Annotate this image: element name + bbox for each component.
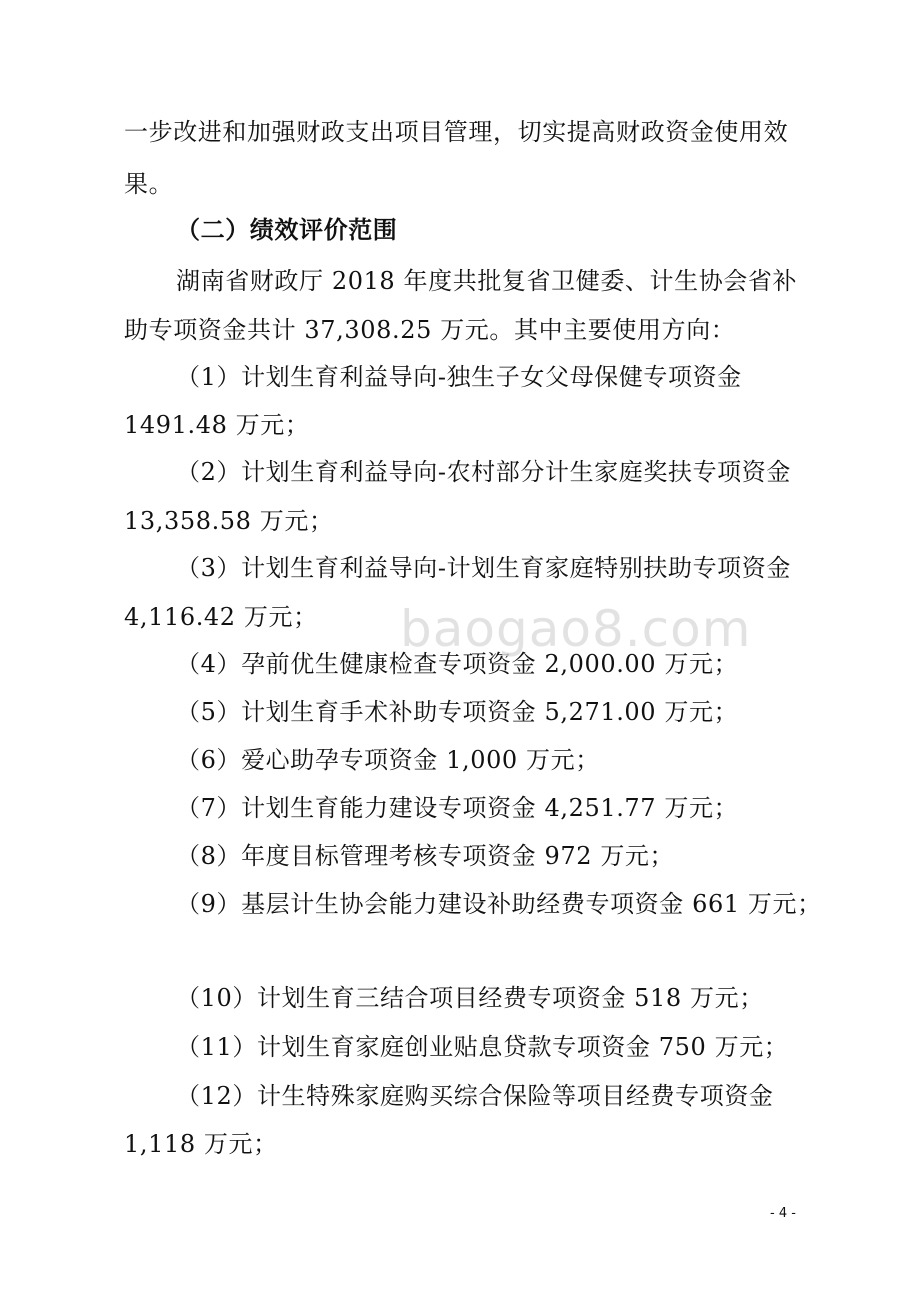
watermark: baogao8.com bbox=[400, 600, 752, 658]
item-3-line-2: 4,116.42 万元； bbox=[124, 603, 318, 631]
summary-line-2: 助专项资金共计 37,308.25 万元。其中主要使用方向： bbox=[124, 316, 736, 344]
item-1-line-2: 1491.48 万元； bbox=[124, 411, 310, 439]
item-8: （8）年度目标管理考核专项资金 972 万元； bbox=[176, 842, 675, 870]
page-number: - 4 - bbox=[770, 1206, 796, 1221]
item-3-line-1: （3）计划生育利益导向-计划生育家庭特别扶助专项资金 bbox=[176, 554, 791, 582]
item-2-line-2: 13,358.58 万元； bbox=[124, 507, 334, 535]
item-6: （6）爱心助孕专项资金 1,000 万元； bbox=[176, 746, 600, 774]
item-5: （5）计划生育手术补助专项资金 5,271.00 万元； bbox=[176, 698, 739, 726]
item-7: （7）计划生育能力建设专项资金 4,251.77 万元； bbox=[176, 794, 739, 822]
item-10: （10）计划生育三结合项目经费专项资金 518 万元； bbox=[176, 984, 764, 1012]
item-12-line-2: 1,118 万元； bbox=[124, 1130, 278, 1158]
item-4: （4）孕前优生健康检查专项资金 2,000.00 万元； bbox=[176, 650, 739, 678]
item-9: （9）基层计生协会能力建设补助经费专项资金 661 万元； bbox=[176, 890, 822, 918]
intro-line-1: 一步改进和加强财政支出项目管理，切实提高财政资金使用效 bbox=[124, 118, 789, 146]
item-12-line-1: （12）计生特殊家庭购买综合保险等项目经费专项资金 bbox=[176, 1082, 774, 1110]
item-1-line-1: （1）计划生育利益导向-独生子女父母保健专项资金 bbox=[176, 363, 742, 391]
item-2-line-1: （2）计划生育利益导向-农村部分计生家庭奖扶专项资金 bbox=[176, 458, 791, 486]
summary-line-1: 湖南省财政厅 2018 年度共批复省卫健委、计生协会省补 bbox=[176, 267, 798, 295]
section-heading: （二）绩效评价范围 bbox=[176, 215, 398, 244]
intro-line-2: 果。 bbox=[124, 170, 174, 198]
item-11: （11）计划生育家庭创业贴息贷款专项资金 750 万元； bbox=[176, 1033, 789, 1061]
